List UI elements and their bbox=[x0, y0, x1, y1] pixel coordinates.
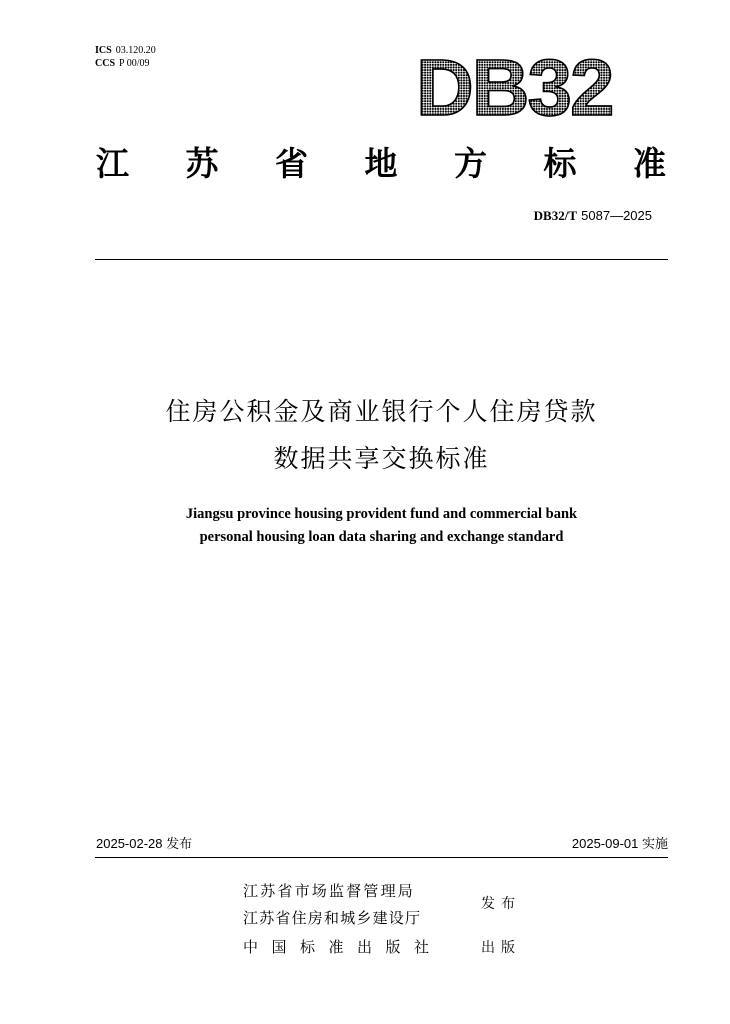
english-title-line2: personal housing loan data sharing and exchange standard bbox=[199, 529, 564, 545]
standard-type-title bbox=[96, 142, 666, 186]
issuer-housing-department: 江苏省住房和城乡建设厅 bbox=[243, 909, 422, 927]
title-char: 准 bbox=[633, 144, 666, 183]
chinese-title-line1: 住房公积金及商业银行个人住房贷款 bbox=[165, 397, 598, 426]
db32-logo: DB32 bbox=[416, 43, 613, 132]
chinese-title-line2: 数据共享交换标准 bbox=[273, 444, 490, 473]
title-char: 地 bbox=[364, 144, 398, 183]
implementation-date: 2025-09-01 实施 bbox=[571, 836, 668, 851]
standard-number: DB32/T 5087—2025 bbox=[533, 208, 652, 223]
bottom-divider bbox=[95, 857, 668, 858]
title-char: 苏 bbox=[185, 144, 219, 183]
top-divider bbox=[95, 259, 668, 260]
title-char: 江 bbox=[96, 144, 129, 183]
issuer-market-supervision: 江苏省市场监督管理局 bbox=[243, 882, 416, 900]
title-char: 省 bbox=[275, 144, 308, 183]
title-char: 方 bbox=[454, 144, 487, 183]
issue-date: 2025-02-28 发布 bbox=[96, 836, 193, 851]
issue-action: 发布 bbox=[481, 896, 521, 912]
title-char: 标 bbox=[543, 144, 577, 183]
press-action: 出版 bbox=[481, 940, 521, 956]
classification-codes bbox=[95, 44, 156, 70]
ccs-code: CCS P 00/09 bbox=[95, 58, 150, 69]
english-title-line1: Jiangsu province housing provident fund and commercial bank bbox=[185, 506, 578, 522]
publisher-press: 中国标准出版社 bbox=[243, 938, 443, 956]
ics-code: ICS 03.120.20 bbox=[95, 45, 156, 56]
